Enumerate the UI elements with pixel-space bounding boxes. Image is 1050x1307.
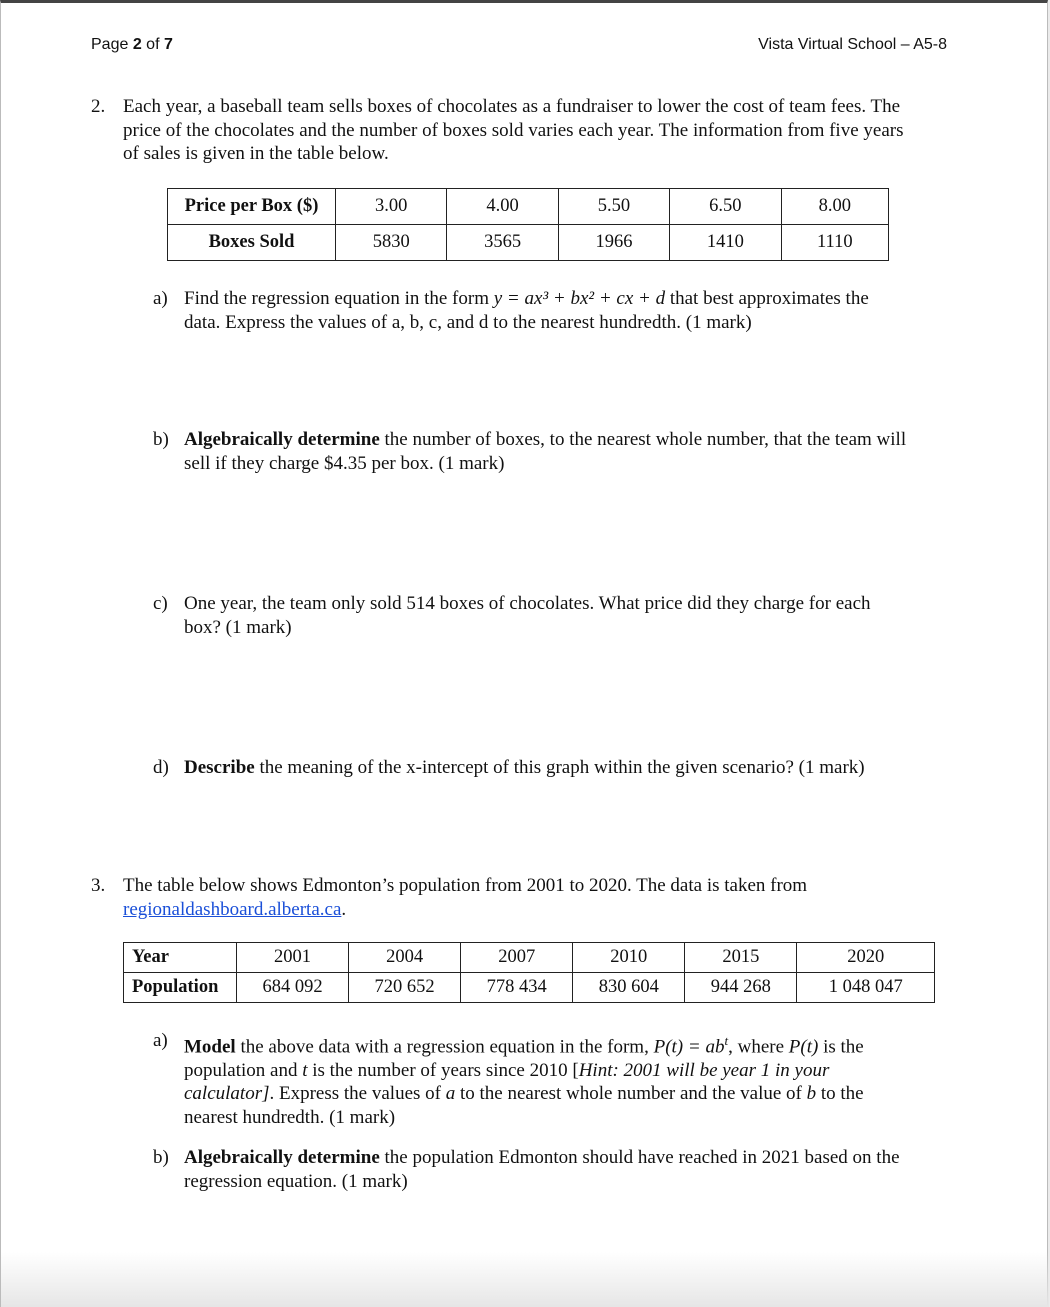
table-cell: 1 048 047 bbox=[797, 973, 935, 1003]
school-header: Vista Virtual School – A5-8 bbox=[758, 36, 947, 53]
math-var: t bbox=[302, 1059, 308, 1081]
text-run: is the bbox=[818, 1036, 864, 1058]
table-cell: 1966 bbox=[558, 225, 669, 261]
text-run: to the bbox=[816, 1083, 864, 1105]
text-run: is the number of years since 2010 [ bbox=[307, 1059, 579, 1081]
price-boxes-table bbox=[167, 188, 889, 261]
table-header-cell: Boxes Sold bbox=[168, 225, 336, 261]
text-line: box? (1 mark) bbox=[184, 616, 292, 638]
table-row bbox=[168, 225, 889, 261]
page-number: 2 bbox=[132, 36, 142, 53]
text-line: nearest hundredth. (1 mark) bbox=[184, 1106, 396, 1128]
emphasis: Algebraically determine bbox=[184, 429, 380, 450]
question-2-text bbox=[123, 95, 903, 166]
emphasis: Algebraically determine bbox=[184, 1147, 380, 1168]
math-var: b bbox=[806, 1083, 817, 1105]
table-cell: 5830 bbox=[336, 225, 447, 261]
hint-text: Hint: 2001 will be year 1 in your bbox=[578, 1059, 830, 1081]
table-row bbox=[124, 943, 935, 973]
table-cell: 4.00 bbox=[447, 189, 558, 225]
sub-label: b) bbox=[153, 429, 169, 450]
sub-label: a) bbox=[153, 1030, 168, 1051]
table-cell: 2015 bbox=[685, 943, 797, 973]
table-cell: 2007 bbox=[461, 943, 573, 973]
table-cell: 6.50 bbox=[670, 189, 781, 225]
table-cell: 778 434 bbox=[461, 973, 573, 1003]
sub-label: b) bbox=[153, 1147, 169, 1168]
question-2b-text bbox=[184, 428, 906, 475]
text-run: , where bbox=[728, 1036, 789, 1058]
question-2d-text bbox=[184, 756, 865, 780]
sub-label: d) bbox=[153, 757, 169, 778]
page-of: of bbox=[141, 36, 164, 53]
table-cell: 684 092 bbox=[237, 973, 349, 1003]
table-cell: 1410 bbox=[670, 225, 781, 261]
question-2-line: of sales is given in the table below. bbox=[123, 143, 389, 164]
math-var: P(t) bbox=[788, 1036, 819, 1058]
text-line: One year, the team only sold 514 boxes of chocolates. What price did they charge for each bbox=[184, 593, 871, 614]
text-run: the meaning of the x-intercept of this graph within the given scenario? (1 mark) bbox=[254, 757, 865, 778]
hint-text: calculator] bbox=[184, 1083, 270, 1105]
table-cell: 2004 bbox=[349, 943, 461, 973]
text-run: that best approximates the bbox=[665, 288, 869, 309]
question-3-text bbox=[123, 874, 807, 921]
page-indicator bbox=[91, 36, 173, 54]
page-total: 7 bbox=[163, 36, 173, 53]
sub-label: a) bbox=[153, 288, 168, 309]
table-cell: 3.00 bbox=[336, 189, 447, 225]
table-cell: 2001 bbox=[237, 943, 349, 973]
text-line: sell if they charge $4.35 per box. (1 mark) bbox=[184, 452, 505, 474]
cubic-equation: y = ax³ + bx² + cx + d bbox=[493, 288, 666, 309]
text-run: . bbox=[341, 898, 347, 920]
question-2c-text bbox=[184, 592, 871, 639]
text-run: Find the regression equation in the form bbox=[184, 288, 494, 309]
question-2-line: Each year, a baseball team sells boxes of chocolates as a fundraiser to lower the cost of team fees. The bbox=[123, 96, 901, 117]
table-header-cell: Population bbox=[124, 973, 237, 1003]
table-cell: 2010 bbox=[573, 943, 685, 973]
text-line: regression equation. (1 mark) bbox=[184, 1170, 408, 1192]
table-cell: 8.00 bbox=[781, 189, 888, 225]
question-2a-text bbox=[184, 287, 869, 334]
question-number: 3. bbox=[91, 875, 106, 896]
text-line: data. Express the values of a, b, c, and d to the nearest hundredth. (1 mark) bbox=[184, 311, 752, 333]
source-link[interactable]: regionaldashboard.alberta.ca bbox=[123, 898, 342, 920]
exponent: t bbox=[724, 1033, 729, 1048]
sub-label: c) bbox=[153, 593, 168, 614]
emphasis: Model bbox=[184, 1036, 236, 1058]
table-row bbox=[124, 973, 935, 1003]
text-line: The table below shows Edmonton’s population from 2001 to 2020. The data is taken from bbox=[123, 875, 808, 896]
text-run: . Express the values of bbox=[269, 1083, 446, 1105]
table-cell: 5.50 bbox=[558, 189, 669, 225]
population-table bbox=[123, 942, 935, 1003]
page-prefix: Page bbox=[91, 36, 133, 53]
table-header-cell: Price per Box ($) bbox=[168, 189, 336, 225]
question-3b-text bbox=[184, 1146, 900, 1193]
table-cell: 1110 bbox=[781, 225, 888, 261]
table-cell: 830 604 bbox=[573, 973, 685, 1003]
question-number: 2. bbox=[91, 96, 106, 117]
question-2-line: price of the chocolates and the number of boxes sold varies each year. The information from five years bbox=[123, 119, 904, 141]
question-3a-text bbox=[184, 1029, 864, 1129]
page-bottom-shadow bbox=[1, 1252, 1049, 1307]
text-run: population and bbox=[184, 1059, 303, 1081]
text-run: the above data with a regression equation in the form, bbox=[235, 1036, 654, 1058]
table-cell: 720 652 bbox=[349, 973, 461, 1003]
text-run: the number of boxes, to the nearest whole number, that the team will bbox=[379, 429, 907, 450]
emphasis: Describe bbox=[184, 757, 255, 778]
math-var: a bbox=[445, 1083, 456, 1105]
table-row bbox=[168, 189, 889, 225]
text-run: the population Edmonton should have reached in 2021 based on the bbox=[379, 1147, 900, 1168]
table-cell: 3565 bbox=[447, 225, 558, 261]
exp-equation: P(t) = ab bbox=[653, 1036, 725, 1058]
text-run: to the nearest whole number and the value of bbox=[455, 1083, 807, 1105]
table-cell: 944 268 bbox=[685, 973, 797, 1003]
table-header-cell: Year bbox=[124, 943, 237, 973]
table-cell: 2020 bbox=[797, 943, 935, 973]
